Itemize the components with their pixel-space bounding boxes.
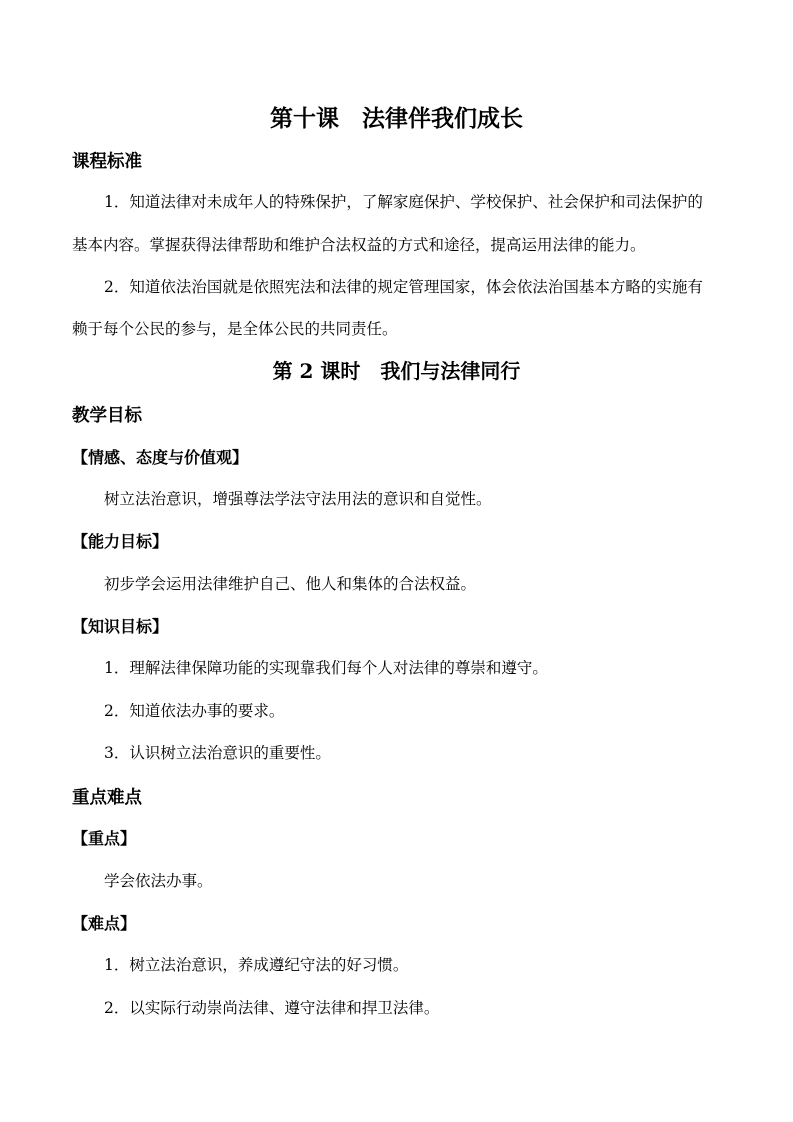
difficulty-item: 2．以实际行动崇尚法律、遵守法律和捍卫法律。 bbox=[104, 999, 440, 1017]
standards-heading: 课程标准 bbox=[72, 152, 142, 172]
objectives-heading: 教学目标 bbox=[72, 406, 142, 426]
ability-heading: 【能力目标】 bbox=[72, 532, 169, 551]
emotion-heading: 【情感、态度与价值观】 bbox=[72, 448, 249, 467]
standards-item-1-line-2: 基本内容。掌握获得法律帮助和维护合法权益的方式和途径，提高运用法律的能力。 bbox=[72, 236, 646, 254]
focus-heading: 【重点】 bbox=[72, 829, 137, 848]
emotion-text: 树立法治意识，增强尊法学法守法用法的意识和自觉性。 bbox=[104, 490, 492, 508]
standards-item-2-line-2: 赖于每个公民的参与，是全体公民的共同责任。 bbox=[72, 320, 398, 338]
ability-text: 初步学会运用法律维护自己、他人和集体的合法权益。 bbox=[104, 575, 477, 593]
lesson-title: 第十课 法律伴我们成长 bbox=[270, 105, 523, 132]
difficulty-item: 1．树立法治意识，养成遵纪守法的好习惯。 bbox=[104, 956, 409, 974]
difficulty-heading: 【难点】 bbox=[72, 914, 137, 933]
standards-item-2-line-1: 2．知道依法治国就是依照宪法和法律的规定管理国家，体会依法治国基本方略的实施有 bbox=[104, 278, 703, 296]
knowledge-item: 2．知道依法办事的要求。 bbox=[104, 702, 285, 720]
knowledge-item: 1．理解法律保障功能的实现靠我们每个人对法律的尊崇和遵守。 bbox=[104, 659, 548, 677]
key-points-heading: 重点难点 bbox=[72, 788, 142, 808]
standards-item-1-line-1: 1．知道法律对未成年人的特殊保护，了解家庭保护、学校保护、社会保护和司法保护的 bbox=[104, 193, 703, 211]
knowledge-heading: 【知识目标】 bbox=[72, 617, 169, 636]
period-title: 第 2 课时 我们与法律同行 bbox=[272, 359, 521, 383]
knowledge-item: 3．认识树立法治意识的重要性。 bbox=[104, 744, 331, 762]
focus-text: 学会依法办事。 bbox=[104, 872, 213, 890]
